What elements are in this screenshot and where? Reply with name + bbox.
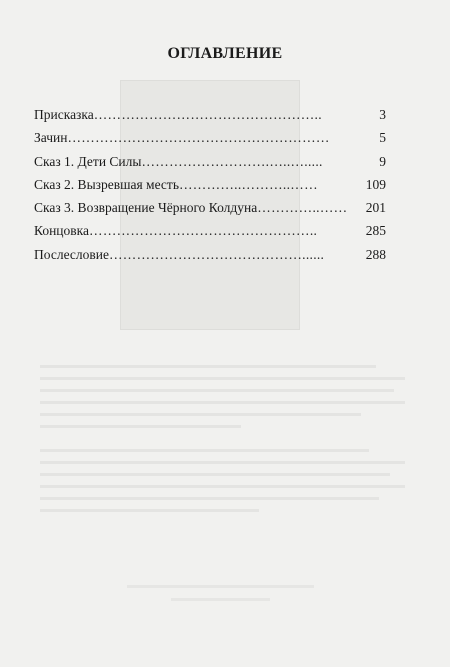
- show-through-footer: [110, 585, 330, 611]
- toc-entry-label: Зачин: [34, 130, 68, 146]
- toc-entry-leader: …………..……: [257, 200, 348, 216]
- toc-entry-page: 109: [365, 176, 386, 192]
- toc-entry-page: 288: [365, 246, 386, 262]
- toc-entry: [34, 247, 386, 270]
- show-through-text-block: [40, 365, 405, 521]
- toc-entry: [34, 177, 386, 200]
- toc-entry-leader: …………..………..……: [178, 176, 318, 192]
- toc-entry-page: 201: [365, 200, 386, 216]
- toc-entry-leader: ……………………………………......: [108, 246, 325, 262]
- toc-entry: [34, 154, 386, 177]
- toc-entry-label: Концовка: [34, 223, 90, 239]
- toc-entry-label: Сказ 3. Возвращение Чёрного Колдуна: [34, 200, 258, 216]
- toc-entry: [34, 130, 386, 153]
- toc-entry-label: Сказ 1. Дети Силы: [34, 153, 142, 169]
- toc-entry-leader: …………………………………………..: [89, 223, 318, 239]
- toc-entry: [34, 223, 386, 246]
- toc-entry-page: 285: [365, 223, 386, 239]
- toc-title: ОГЛАВЛЕНИЕ: [167, 45, 283, 62]
- toc-entry-label: Сказ 2. Вызревшая месть: [34, 176, 179, 192]
- toc-entry-page: 3: [379, 107, 386, 122]
- table-of-contents: [34, 107, 386, 270]
- toc-entry-label: Послесловие: [34, 246, 109, 262]
- toc-entry-label: Присказка: [34, 107, 94, 122]
- toc-entry: [34, 107, 386, 130]
- toc-entry-leader: ……………………….…..….....: [141, 153, 323, 169]
- toc-entry-page: 5: [379, 130, 386, 146]
- toc-entry-leader: …………………………………………..: [93, 107, 322, 122]
- toc-entry: [34, 200, 386, 223]
- toc-entry-leader: …………………………………………………: [67, 130, 330, 146]
- toc-entry-page: 9: [379, 153, 386, 169]
